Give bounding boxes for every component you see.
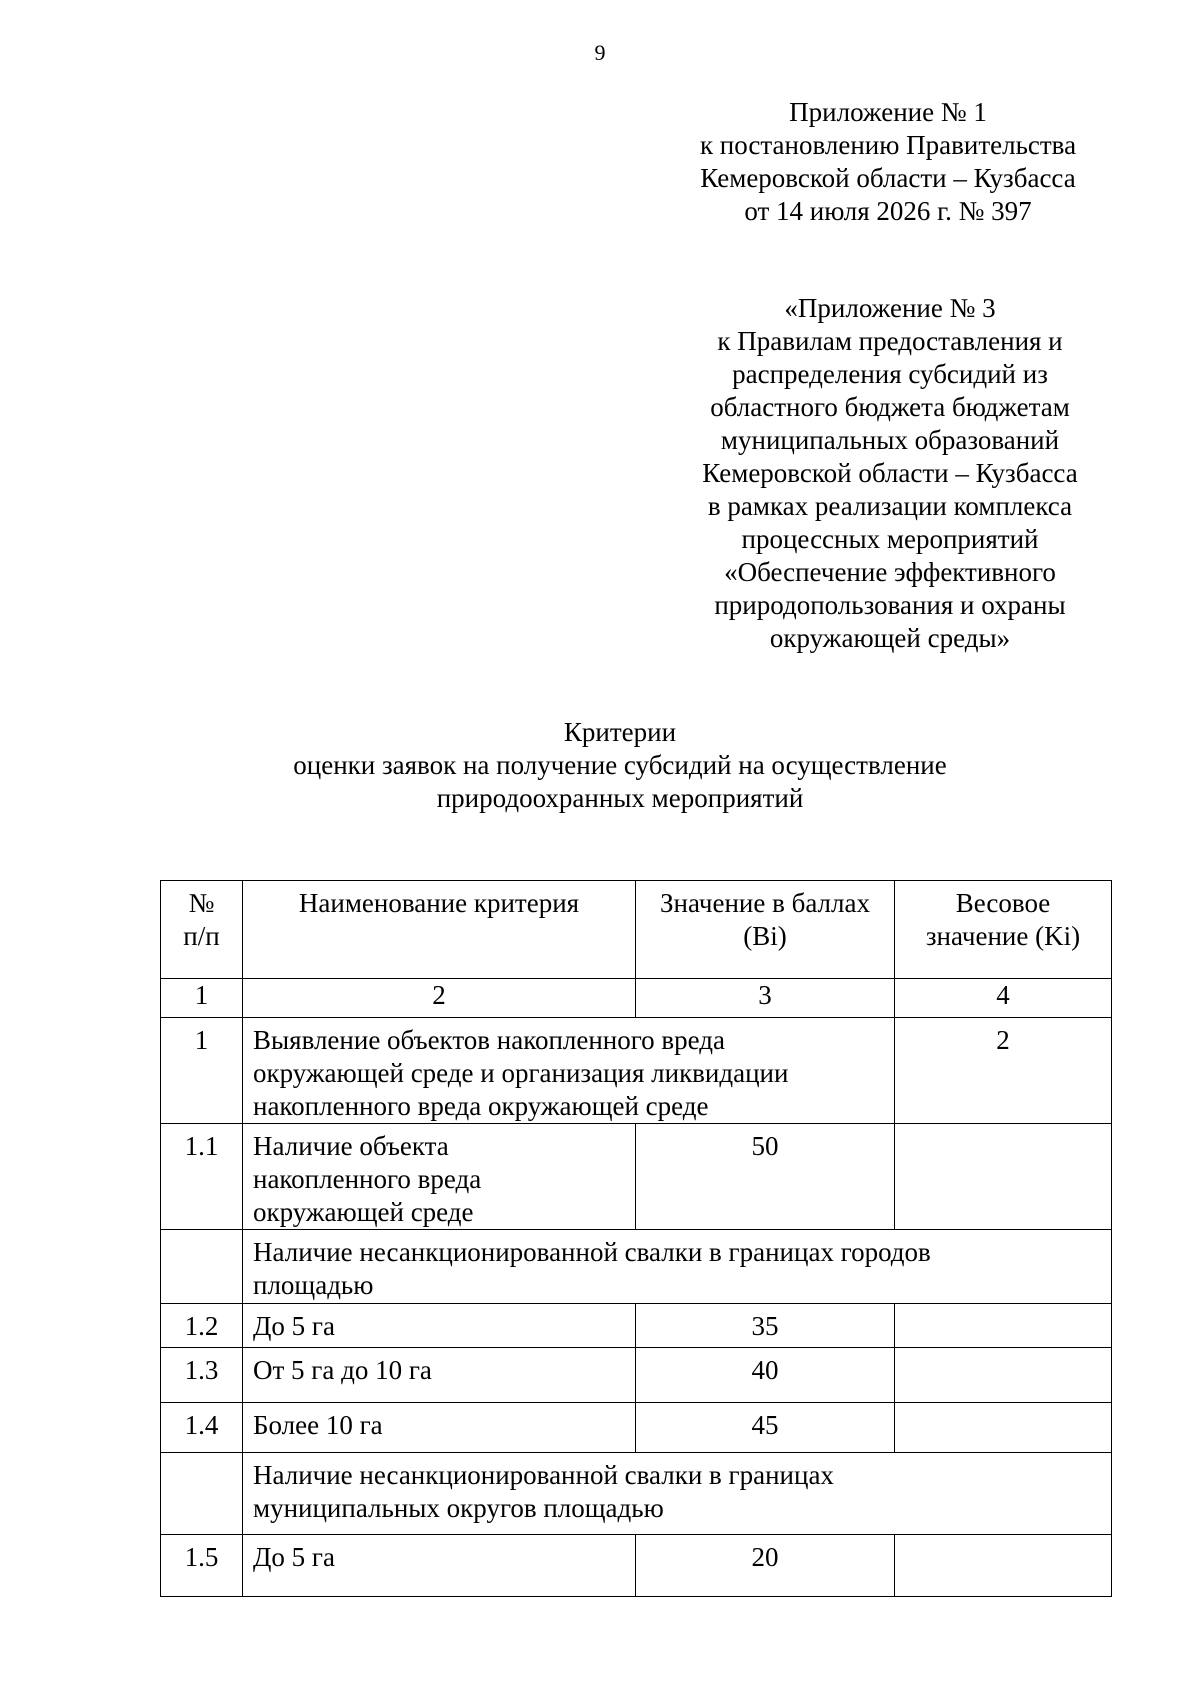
header-name: Наименование критерия (243, 881, 636, 979)
row-num: 1.2 (161, 1304, 243, 1348)
row-name (243, 1124, 636, 1230)
row-points: 45 (636, 1403, 895, 1453)
header-points-line: Значение в баллах (660, 888, 870, 918)
row-name (243, 1018, 895, 1124)
row-name-line: Выявление объектов накопленного вреда (253, 1025, 725, 1055)
row-weight-empty (895, 1403, 1112, 1453)
header-num-line: № (188, 888, 215, 918)
appendix-3-line: окружающей среды» (769, 623, 1011, 653)
row-name-line: Наличие объекта (253, 1131, 449, 1161)
row-name: До 5 га (243, 1535, 636, 1597)
row-weight: 2 (895, 1018, 1112, 1124)
row-weight-empty (895, 1124, 1112, 1230)
row-weight-empty (895, 1304, 1112, 1348)
row-name-line: окружающей среде (253, 1197, 474, 1227)
subheader-line: площадью (253, 1270, 374, 1300)
col-number: 4 (895, 979, 1112, 1018)
appendix-3-line: «Обеспечение эффективного (724, 557, 1056, 587)
subheader-districts (243, 1453, 1112, 1535)
criteria-table (160, 880, 1112, 1597)
row-points: 40 (636, 1348, 895, 1403)
appendix-3-line: областного бюджета бюджетам (710, 392, 1070, 422)
appendix-3-line: в рамках реализации комплекса (707, 491, 1073, 521)
row-name: Более 10 га (243, 1403, 636, 1453)
appendix-3-line: распределения субсидий из (732, 359, 1048, 389)
table-row (161, 1124, 1112, 1230)
title-line: природоохранных мероприятий (436, 783, 804, 813)
header-weight (895, 881, 1112, 979)
table-subheader-row (161, 1453, 1112, 1535)
column-numbers-row (161, 979, 1112, 1018)
subheader-cities (243, 1230, 1112, 1304)
appendix-3-line: муниципальных образований (720, 425, 1060, 455)
appendix-3-line: природопользования и охраны (714, 590, 1066, 620)
subheader-line: Наличие несанкционированной свалки в границах городов (253, 1237, 931, 1267)
appendix-1-line: Приложение № 1 (789, 97, 987, 127)
row-num-empty (161, 1230, 243, 1304)
appendix-3-line: процессных мероприятий (741, 524, 1039, 554)
row-points: 35 (636, 1304, 895, 1348)
row-num: 1.4 (161, 1403, 243, 1453)
subheader-line: муниципальных округов площадью (253, 1493, 664, 1523)
table-row (161, 1348, 1112, 1403)
appendix-1-line: Кемеровской области – Кузбасса (700, 163, 1076, 193)
row-name-line: накопленного вреда (253, 1164, 482, 1194)
header-points-line: (Bi) (743, 921, 787, 951)
col-number: 2 (243, 979, 636, 1018)
page-number: 9 (594, 40, 606, 65)
row-weight-empty (895, 1535, 1112, 1597)
table-row (161, 1304, 1112, 1348)
title-line: оценки заявок на получение субсидий на осуществление (293, 750, 947, 780)
header-points (636, 881, 895, 979)
table-subheader-row (161, 1230, 1112, 1304)
row-points: 50 (636, 1124, 895, 1230)
row-name-line: окружающей среде и организация ликвидации (253, 1058, 789, 1088)
header-num (161, 881, 243, 979)
appendix-1-line: к постановлению Правительства (699, 130, 1077, 160)
appendix-3-header (680, 292, 1100, 655)
header-weight-line: Весовое (955, 888, 1051, 918)
row-name-line: накопленного вреда окружающей среде (253, 1091, 709, 1121)
appendix-3-line: к Правилам предоставления и (717, 326, 1063, 356)
row-name: До 5 га (243, 1304, 636, 1348)
row-points: 20 (636, 1535, 895, 1597)
table-row (161, 1535, 1112, 1597)
table-row (161, 1018, 1112, 1124)
table-header-row (161, 881, 1112, 979)
document-title (240, 716, 1000, 815)
row-num: 1 (161, 1018, 243, 1124)
subheader-line: Наличие несанкционированной свалки в границах (253, 1460, 834, 1490)
appendix-3-line: Кемеровской области – Кузбасса (702, 458, 1078, 488)
row-num: 1.3 (161, 1348, 243, 1403)
row-weight-empty (895, 1348, 1112, 1403)
appendix-1-line: от 14 июля 2026 г. № 397 (744, 196, 1032, 226)
row-name: От 5 га до 10 га (243, 1348, 636, 1403)
appendix-1-header (668, 96, 1108, 228)
col-number: 3 (636, 979, 895, 1018)
row-num: 1.1 (161, 1124, 243, 1230)
row-num-empty (161, 1453, 243, 1535)
header-weight-line: значение (Ki) (925, 921, 1081, 951)
appendix-3-line: «Приложение № 3 (784, 293, 996, 323)
header-num-line: п/п (183, 921, 220, 951)
col-number: 1 (161, 979, 243, 1018)
table-row (161, 1403, 1112, 1453)
title-line: Критерии (563, 717, 677, 747)
row-num: 1.5 (161, 1535, 243, 1597)
